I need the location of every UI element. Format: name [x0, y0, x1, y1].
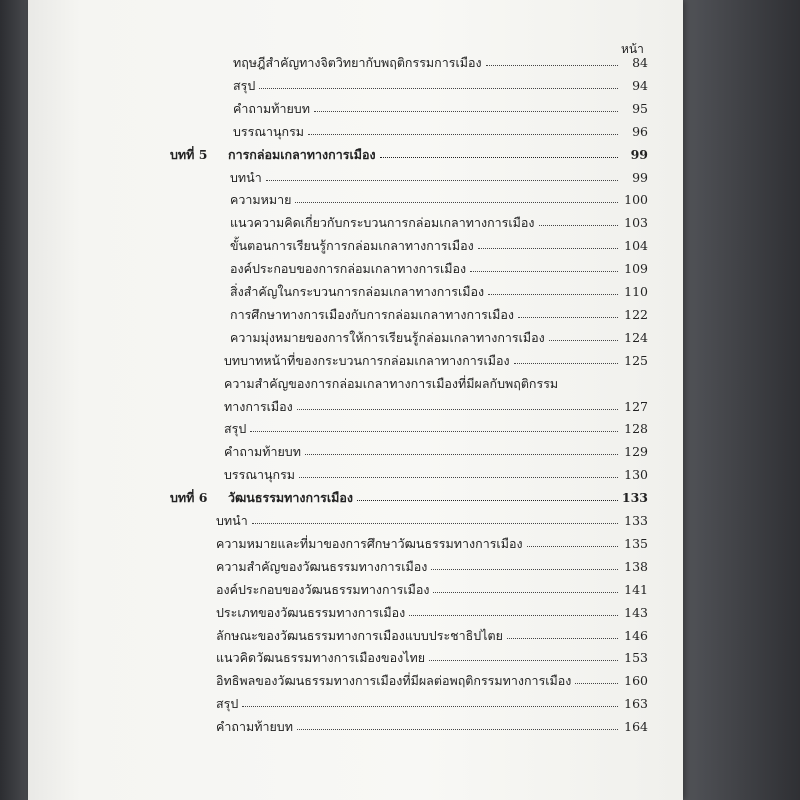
toc-row	[216, 621, 648, 643]
toc-row	[216, 712, 648, 734]
toc-page-number: 84	[632, 55, 648, 70]
toc-row	[224, 346, 648, 368]
toc-page-number: 163	[624, 696, 648, 712]
toc-page-number: 141	[624, 581, 648, 597]
dot-leader	[357, 500, 618, 501]
dot-leader	[297, 729, 618, 730]
page-column-header: หน้า	[621, 42, 644, 56]
toc-entry-title: คำถามท้ายบท	[233, 100, 310, 116]
toc-entry-title: บทนำ	[230, 169, 262, 185]
toc-entry-title: สรุป	[216, 696, 239, 712]
toc-row	[216, 529, 648, 551]
toc-page-number: 160	[624, 673, 648, 689]
toc-page-number: 125	[624, 352, 648, 368]
toc-row	[216, 552, 648, 574]
toc-page-number: 94	[632, 77, 648, 93]
toc-page-number: 130	[624, 467, 648, 483]
toc-entry-title: การกล่อมเกลาทางการเมือง	[228, 146, 376, 162]
dot-leader	[308, 134, 618, 135]
toc-entry-title: สิ่งสำคัญในกระบวนการกล่อมเกลาทางการเมือง	[230, 284, 485, 299]
toc-row	[230, 208, 648, 230]
toc-page-number: 128	[624, 421, 648, 437]
toc-entry-title: องค์ประกอบของวัฒนธรรมทางการเมือง	[216, 581, 430, 597]
toc-page-number: 122	[624, 306, 648, 322]
toc-row	[224, 369, 648, 391]
toc-row	[230, 163, 648, 185]
chapter-number: บทที่ 6	[170, 490, 208, 506]
toc-row	[224, 392, 648, 414]
dot-leader	[305, 454, 618, 455]
dot-leader	[314, 111, 618, 112]
toc-row	[216, 643, 648, 665]
toc-page-number: 100	[624, 192, 648, 208]
dot-leader	[242, 706, 618, 707]
chapter-number: บทที่ 5	[170, 146, 208, 162]
dot-leader	[507, 638, 618, 639]
toc-entry-title: องค์ประกอบของการกล่อมเกลาทางการเมือง	[230, 261, 467, 277]
toc-entry-title: คำถามท้ายบท	[224, 444, 301, 460]
toc-entry-title: บรรณานุกรม	[233, 123, 305, 139]
toc-entry-title: ความหมาย	[230, 192, 292, 208]
dot-leader	[478, 248, 618, 249]
book-page	[28, 0, 683, 800]
dot-leader	[518, 317, 618, 318]
toc-page-number: 99	[630, 146, 648, 162]
dot-leader	[488, 294, 618, 295]
dot-leader	[433, 592, 618, 593]
dot-leader	[266, 180, 618, 181]
dot-leader	[549, 340, 618, 341]
toc-row	[230, 185, 648, 207]
toc-entry-title: ทฤษฎีสำคัญทางจิตวิทยากับพฤติกรรมการเมือง	[233, 55, 482, 70]
dot-leader	[514, 363, 618, 364]
toc-entry-title: ความสำคัญของวัฒนธรรมทางการเมือง	[216, 558, 428, 574]
toc-entry-title: ความสำคัญของการกล่อมเกลาทางการเมืองที่มีผลกับพฤติกรรม	[224, 375, 559, 391]
toc-page-number: 103	[624, 215, 648, 231]
toc-row	[233, 48, 648, 70]
toc-page-number: 127	[624, 398, 648, 414]
dot-leader	[429, 660, 618, 661]
toc-page-number: 124	[624, 329, 648, 345]
toc-page-number: 164	[624, 719, 648, 735]
toc-row	[233, 71, 648, 93]
toc-row	[230, 300, 648, 322]
toc-row	[216, 506, 648, 528]
dot-leader	[486, 65, 618, 66]
toc-entry-title: บทนำ	[216, 513, 248, 528]
toc-entry-title: บรรณานุกรม	[224, 467, 296, 483]
toc-chapter-row	[170, 483, 648, 506]
dot-leader	[431, 569, 618, 570]
toc-row	[216, 689, 648, 711]
toc-row	[216, 575, 648, 597]
toc-row	[224, 437, 648, 459]
toc-entry-title: สรุป	[224, 421, 247, 437]
dot-leader	[409, 615, 618, 616]
dot-leader	[527, 546, 618, 547]
background-left	[0, 0, 30, 800]
toc-row	[233, 117, 648, 139]
toc-page-number: 133	[621, 490, 648, 506]
dot-leader	[470, 271, 618, 272]
toc-page-number: 153	[624, 650, 648, 666]
dot-leader	[380, 157, 618, 158]
toc-row	[230, 254, 648, 276]
toc-entry-title: ประเภทของวัฒนธรรมทางการเมือง	[216, 604, 406, 620]
toc-page-number: 99	[632, 169, 648, 185]
toc-entry-title: อิทธิพลของวัฒนธรรมทางการเมืองที่มีผลต่อพฤติกรรมทางการเมือง	[216, 673, 572, 689]
dot-leader	[575, 683, 618, 684]
toc-entry-title: บทบาทหน้าที่ของกระบวนการกล่อมเกลาทางการเมือง	[224, 352, 510, 368]
toc-entry-title: แนวความคิดเกี่ยวกับกระบวนการกล่อมเกลาทางการเมือง	[230, 215, 535, 231]
toc-page-number: 110	[624, 284, 648, 299]
toc-row	[230, 231, 648, 253]
toc-entry-title: แนวคิดวัฒนธรรมทางการเมืองของไทย	[216, 650, 426, 666]
toc-entry-title: การศึกษาทางการเมืองกับการกล่อมเกลาทางการเมือง	[230, 306, 514, 322]
toc-row	[230, 323, 648, 345]
toc-page-number: 129	[624, 444, 648, 460]
toc-entry-title: ขั้นตอนการเรียนรู้การกล่อมเกลาทางการเมือง	[230, 238, 474, 254]
toc-page-number: 133	[624, 513, 648, 528]
toc-chapter-row	[170, 140, 648, 162]
toc-page-number: 143	[624, 604, 648, 620]
toc-page-number: 104	[624, 238, 648, 254]
dot-leader	[297, 409, 618, 410]
dot-leader	[250, 431, 618, 432]
toc-entry-title: ความมุ่งหมายของการให้การเรียนรู้กล่อมเกลาทางการเมือง	[230, 329, 545, 345]
toc-row	[230, 277, 648, 299]
toc-entry-title: สรุป	[233, 77, 256, 93]
toc-row	[216, 666, 648, 688]
dot-leader	[259, 88, 618, 89]
toc-page-number: 138	[624, 558, 648, 574]
dot-leader	[295, 202, 618, 203]
toc-entry-title: ความหมายและที่มาของการศึกษาวัฒนธรรมทางการเมือง	[216, 535, 523, 551]
toc-page-number: 146	[624, 627, 648, 643]
toc-entry-title: ทางการเมือง	[224, 398, 293, 414]
toc-row	[216, 598, 648, 620]
toc-entry-title: ลักษณะของวัฒนธรรมทางการเมืองแบบประชาธิปไตย	[216, 627, 503, 643]
toc-page-number: 96	[632, 123, 648, 139]
toc-row	[233, 94, 648, 116]
toc-row	[224, 460, 648, 482]
toc-page-number: 109	[624, 261, 648, 277]
toc-page-number: 135	[624, 535, 648, 551]
toc-row	[224, 414, 648, 436]
dot-leader	[539, 225, 618, 226]
dot-leader	[299, 477, 618, 478]
dot-leader	[252, 523, 618, 524]
toc-entry-title: วัฒนธรรมทางการเมือง	[228, 490, 353, 506]
toc-entry-title: คำถามท้ายบท	[216, 719, 293, 735]
toc-page-number: 95	[632, 100, 648, 116]
